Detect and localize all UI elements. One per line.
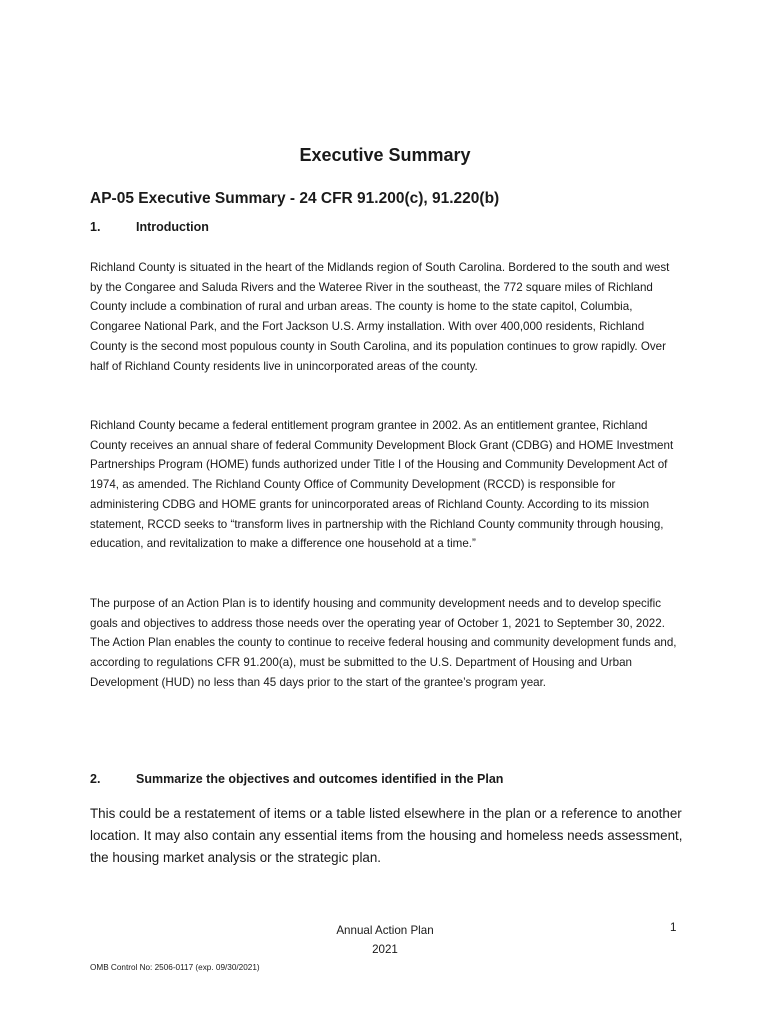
- paragraph-introduction-1: Richland County is situated in the heart of the Midlands region of South Carolina. Bordered to the south and west by the Congaree and Saluda Rivers and the Wateree River in the southeast, the 772 square miles of Richland County include a combination of rural and urban areas. The county is home to the state capitol, Columbia, Congaree National Park, and the Fort Jackson U.S. Army installation. With over 400,000 residents, Richland County is the second most populous county in South Carolina, and its population continues to grow rapidly. Over half of Richland County residents live in unincorporated areas of the county.: [90, 261, 670, 373]
- omb-control-number: OMB Control No: 2506-0117 (exp. 09/30/2021): [90, 963, 260, 972]
- paragraph-introduction-2: Richland County became a federal entitlement program grantee in 2002. As an entitlement grantee, Richland County receives an annual share of federal Community Development Block Grant (CDBG) and HOME Investment Partnerships Program (HOME) funds authorized under Title I of the Housing and Community Development Act of 1974, as amended. The Richland County Office of Community Development (RCCD) is responsible for administering CDBG and HOME grants for unincorporated areas of Richland County. According to its mission statement, RCCD seeks to “transform lives in partnership with the Richland County community through housing, education, and revitalization to make a difference one household at a time.”: [90, 419, 674, 551]
- footer-plan-name: Annual Action Plan: [336, 924, 434, 937]
- paragraph-introduction-3: The purpose of an Action Plan is to identify housing and community development needs and to develop specific goals and objectives to address those needs over the operating year of October 1, 2021 to September 30, 2022. The Action Plan enables the county to continue to receive federal housing and community development funds and, according to regulations CFR 91.200(a), must be submitted to the U.S. Department of Housing and Urban Development (HUD) no less than 45 days prior to the start of the grantee’s program year.: [90, 597, 677, 689]
- section-heading: AP-05 Executive Summary - 24 CFR 91.200(c), 91.220(b): [90, 190, 500, 207]
- subsection-number: 1.: [90, 220, 101, 234]
- footer-plan-label: [300, 921, 470, 959]
- page-number: 1: [670, 921, 677, 934]
- subsection-heading-objectives: [90, 772, 503, 786]
- subsection-title: Introduction: [136, 220, 209, 234]
- subsection-number: 2.: [90, 772, 101, 786]
- document-title: Executive Summary: [299, 145, 471, 165]
- footer-year: 2021: [372, 943, 398, 956]
- paragraph-objectives-instructions: This could be a restatement of items or a table listed elsewhere in the plan or a reference to another location. It may also contain any essential items from the housing and homeless needs assessment, the housing market analysis or the strategic plan.: [90, 806, 683, 865]
- subsection-title: Summarize the objectives and outcomes identified in the Plan: [136, 772, 504, 786]
- subsection-heading-introduction: [90, 220, 209, 234]
